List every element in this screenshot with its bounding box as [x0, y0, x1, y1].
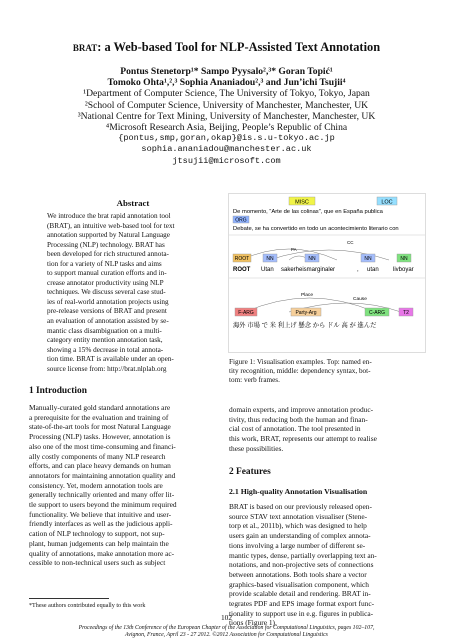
intro-line: quality of annotations, make annotation more ac- [29, 548, 175, 558]
abstract-line: to support manual curation efforts and in- [47, 269, 167, 278]
sentence-es-2: Debate, se ha convertido en todo un acontecimiento literario con [233, 226, 399, 232]
abstract-line: mantic class disambiguation on a multi- [47, 326, 162, 335]
abstract-line: crease annotator productivity using NLP [47, 278, 164, 287]
dep-arc-label: CC [347, 240, 354, 245]
frame-sentence: 海外 市場 で 米 利上げ 懸念 から ドル 高 が 進んだ [233, 322, 377, 329]
sub-line: tions involving a large number of different se- [229, 540, 366, 550]
author-line-1: Pontus Stenetorp¹* Sampo Pyysalo²,³* Goran Topić¹ [120, 66, 333, 77]
affiliation-1: ¹Department of Computer Science, The University of Tokyo, Tokyo, Japan [83, 88, 370, 100]
frame-label: Party-Arg [295, 310, 317, 316]
intro-line: generally technically oriented and many offer lit- [29, 490, 175, 500]
footnote: *These authors contributed equally to this work [29, 603, 146, 609]
proceedings-line: Avignon, France, April 23 - 27 2012. ©2012 Association for Computational Linguistics [125, 632, 328, 638]
title-rest: : a Web-based Tool for NLP-Assisted Text Annotation [97, 40, 381, 54]
right-line: cial cost of annotation. The tool presented in [229, 424, 361, 434]
intro-line: annotators for maintaining annotation quality and [29, 470, 176, 480]
intro-line: cessible to non-technical users such as subject [29, 558, 166, 568]
footnote-rule [29, 598, 109, 599]
sub-line: users gain an understanding of complex annota- [229, 531, 371, 541]
intro-line: cation of NLP technology to support, not sup- [29, 529, 165, 539]
dep-label: NN [400, 256, 408, 262]
sentence-es-1: De momento, “Arte de las colinas”, que en España publica [233, 209, 383, 215]
right-line: this work, BRAT, represents our attempt to realise [229, 434, 377, 444]
frame-arc-label: Place [301, 293, 313, 298]
dep-word: sakerheismarginaler [281, 267, 336, 273]
intro-line: functionality. We believe that intuitive and user- [29, 509, 172, 519]
email-3: jtsujii@microsoft.com [172, 155, 281, 166]
intro-line: ally costly components of many NLP research [29, 451, 166, 461]
intro-body [29, 403, 231, 568]
subsection-heading: 2.1 High-quality Annotation Visualisation [229, 487, 368, 496]
abstract-line: (BRAT), an intuitive web-based tool for text [47, 221, 175, 230]
figure-1-svg [229, 194, 425, 352]
features-heading: 2 Features [229, 467, 271, 477]
subsection-body [229, 502, 421, 628]
sub-line: notations, and non-projective sets of connections [229, 560, 374, 570]
abstract-line: annotation supported by Natural Language [47, 231, 170, 240]
caption-line: Figure 1: Visualisation examples. Top: named en- [229, 358, 372, 366]
frame-arc-label: Cause [353, 297, 367, 302]
dep-word: , [357, 267, 359, 273]
abstract-line: tion time. BRAT is available under an open- [47, 355, 174, 364]
dep-word: livboyar [393, 267, 414, 273]
sub-line: mantic types, dense, partially overlapping text an- [229, 550, 377, 560]
abstract-line: showing a 15% decrease in total annota- [47, 345, 164, 354]
abstract-body [47, 212, 219, 374]
dep-label: NN [308, 256, 316, 262]
abstract-line: an evaluation of annotation assisted by se- [47, 317, 169, 326]
caption-line: tom: verb frames. [229, 376, 280, 385]
sub-line: between annotations. Both tools share a vector [229, 569, 367, 579]
intro-line: Manually-curated gold standard annotations are [29, 403, 171, 412]
affiliation-4: ⁴Microsoft Research Asia, Beijing, People’s Republic of China [105, 122, 348, 134]
entity-label-misc: MISC [295, 199, 309, 206]
right-line: domain experts, and improve annotation produc- [229, 405, 374, 414]
intro-line: consistency. Yet, modern annotation tools are [29, 480, 163, 490]
intro-line: Processing (NLP) tasks. However, annotation is [29, 432, 171, 442]
abstract-line: category entity mention annotation task, [47, 336, 163, 345]
entity-label-loc: LOC [381, 199, 393, 206]
frame-label: F-ARG [238, 310, 254, 316]
right-para [229, 405, 421, 454]
caption-line: tity recognition, middle: dependency syntax, bot- [229, 367, 371, 376]
paper-title [0, 40, 453, 55]
intro-heading: 1 Introduction [29, 386, 87, 396]
email-2: sophia.ananiadou@manchester.ac.uk [141, 144, 312, 155]
abstract-line: techniques. We discuss several case stud- [47, 288, 166, 297]
abstract-line: ies of real-world annotation projects using [47, 297, 169, 306]
intro-line: tle support to users beyond the minimum required [29, 500, 177, 510]
sub-line: provide scalable detail and rendering. BRAT in- [229, 589, 371, 599]
author-line-2: Tomoko Ohta¹,²,³ Sophia Ananiadou²,³ and Jun’ichi Tsujii⁴ [107, 77, 346, 89]
figure-1 [228, 193, 426, 353]
right-line: these possibilities. [229, 443, 284, 453]
frame-label: T2 [403, 310, 409, 316]
abstract-line: source license from: http://brat.nlplab.org [47, 364, 167, 373]
page-number: 102 [220, 613, 233, 622]
intro-line: efforts, and can place heavy demands on human [29, 461, 171, 471]
sub-line: BRAT is based on our previously released open- [229, 502, 372, 511]
affiliation-3: ³National Centre for Text Mining, University of Manchester, Manchester, UK [77, 110, 376, 122]
dep-word: ROOT [233, 267, 251, 273]
dep-word: utan [367, 267, 379, 273]
dep-word: Utan [261, 267, 274, 273]
sub-line: tegrates PDF and EPS image format export func- [229, 599, 375, 609]
sub-line: torp et al., 2011b), which was designed to help [229, 521, 367, 531]
author-block [0, 66, 453, 167]
title-tool-name: brat [72, 40, 98, 54]
abstract-heading: Abstract [116, 198, 150, 208]
abstract-line: been developed for rich structured annota- [47, 250, 169, 259]
intro-line: also one of the most time-consuming and financi- [29, 441, 176, 451]
affiliation-2: ²School of Computer Science, University of Manchester, Manchester, UK [84, 99, 369, 111]
intro-line: a prerequisite for the evaluation and training of [29, 412, 169, 422]
abstract-line: We introduce the brat rapid annotation tool [47, 212, 171, 220]
dep-label: ROOT [234, 256, 250, 262]
intro-line: plant, human judgements can help maintain the [29, 538, 169, 548]
dep-label: NN [266, 256, 274, 262]
abstract-line: tion for a variety of NLP tasks and aims [47, 259, 162, 268]
dep-arc-label: PA [291, 247, 297, 252]
frame-label: C-ARG [368, 310, 386, 316]
entity-label-org: ORG [235, 217, 247, 224]
figure-caption [229, 358, 421, 386]
intro-line: state-of-the-art tools for most Natural Language [29, 422, 171, 432]
abstract-line: Processing (NLP) technology. BRAT has [47, 240, 165, 249]
right-line: tivity, thus reducing both the human and finan- [229, 414, 368, 424]
sub-line: tionality to support use in e.g. figures in publica- [229, 608, 374, 618]
proceedings-footer [0, 625, 453, 639]
intro-line: friendly interfaces as well as the judicious appli- [29, 519, 173, 529]
proceedings-line: Proceedings of the 13th Conference of the European Chapter of the Association for Computational Linguistics, pages 102–107, [78, 625, 375, 631]
abstract-line: pre-release versions of BRAT and present [47, 307, 167, 316]
email-1: {pontus,smp,goran,okap}@is.s.u-tokyo.ac.jp [118, 133, 335, 144]
sub-line: tions (Figure 1). [229, 618, 277, 628]
sub-line: source STAV text annotation visualiser (Stene- [229, 511, 368, 521]
dep-label: NN [364, 256, 372, 262]
sub-line: graphics-based visualisation component, which [229, 579, 369, 589]
